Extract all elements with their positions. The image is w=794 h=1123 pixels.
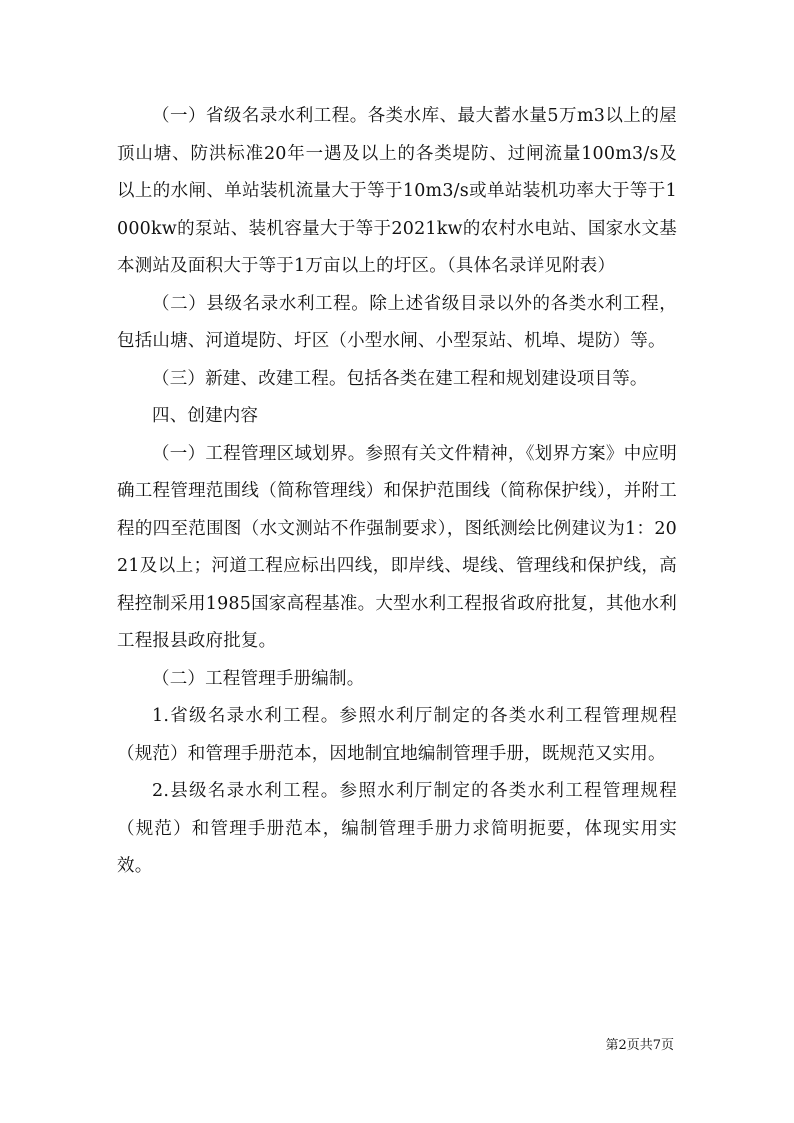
paragraph-manual-compilation: （二）工程管理手册编制。	[152, 668, 365, 689]
paragraph-provincial-projects: （一）省级名录水利工程。各类水库、最大蓄水量5万m3以上的屋顶山塘、防洪标准20年一遇及以上的各类堤防、过闸流量100m3/s及以上的水闸、单站装机流量大于等于10m3/s或单站装机功率大于等于1000kw的泵站、装机容量大于等于2021kw的农村水电站、国家水文基本测站及面积大于等于1万亩以上的圩区。（具体名录详见附表）	[117, 106, 677, 276]
paragraph-county-projects: （二）县级名录水利工程。除上述省级目录以外的各类水利工程，包括山塘、河道堤防、圩区（小型水闸、小型泵站、机埠、堤防）等。	[117, 293, 677, 351]
section-heading-creation-content: 四、创建内容	[152, 406, 259, 426]
paragraph-boundary-delineation: （一）工程管理区域划界。参照有关文件精神，《划界方案》中应明确工程管理范围线（简称管理线）和保护范围线（简称保护线），并附工程的四至范围图（水文测站不作强制要求），图纸测绘比例建议为1：2021及以上；河道工程应标出四线，即岸线、堤线、管理线和保护线，高程控制采用1985国家高程基准。大型水利工程报省政府批复，其他水利工程报县政府批复。	[117, 443, 677, 651]
paragraph-provincial-manual: 1.省级名录水利工程。参照水利厅制定的各类水利工程管理规程（规范）和管理手册范本，因地制宜地编制管理手册，既规范又实用。	[117, 706, 677, 764]
paragraph-county-manual: 2.县级名录水利工程。参照水利厅制定的各类水利工程管理规程（规范）和管理手册范本，编制管理手册力求简明扼要，体现实用实效。	[117, 781, 677, 876]
page-number: 第2页共7页	[605, 1038, 674, 1053]
paragraph-new-projects: （三）新建、改建工程。包括各类在建工程和规划建设项目等。	[152, 368, 648, 389]
document-body	[117, 98, 677, 886]
